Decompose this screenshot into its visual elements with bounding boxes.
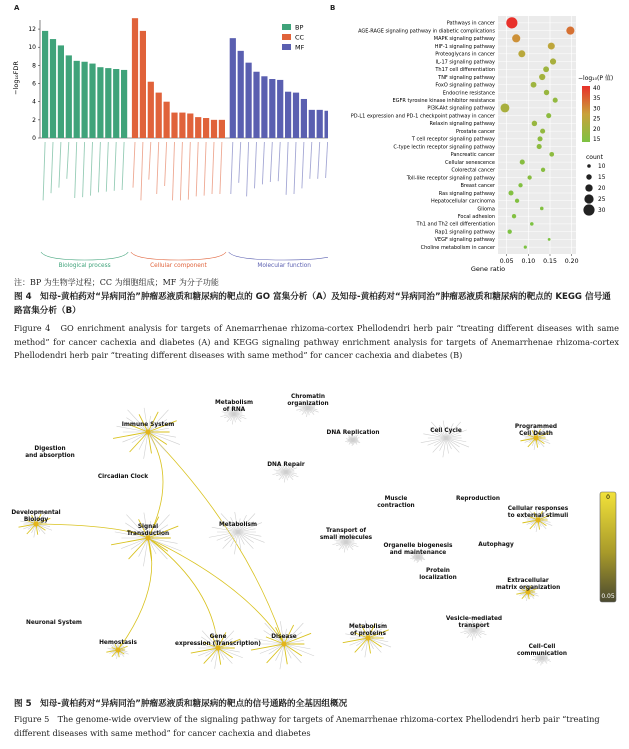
plot-area	[351, 16, 579, 265]
pathway-point	[520, 160, 525, 165]
pathway-node-label: Metabolism	[219, 522, 257, 528]
bar-MF	[317, 110, 323, 138]
term-label-stub	[91, 142, 93, 196]
pathway-cluster	[421, 421, 469, 458]
bar-CC	[179, 113, 185, 138]
bar-BP	[121, 70, 127, 138]
pathway-point	[515, 199, 519, 203]
size-legend-label: 30	[598, 208, 606, 214]
bar-CC	[156, 93, 162, 138]
pathway-cluster	[113, 408, 180, 459]
bar-BP	[42, 31, 48, 138]
pathway-label: TNF signaling pathway	[438, 74, 495, 81]
fdr-legend-top: 0	[606, 494, 610, 501]
pathway-cluster	[345, 435, 360, 446]
term-label-stub	[133, 142, 135, 188]
pathway-label: C-type lectin receptor signaling pathway	[393, 144, 495, 151]
pathway-label: Proteoglycans in cancer	[435, 51, 495, 58]
term-label-stub	[149, 142, 151, 180]
term-label-stub	[286, 142, 288, 195]
colorbar-ticks	[593, 86, 601, 143]
pathway-point	[508, 230, 512, 234]
pathway-point	[539, 74, 545, 80]
term-label-stub	[188, 142, 190, 200]
pathway-label: Glioma	[477, 206, 495, 213]
pathway-label: Relaxin signaling pathway	[429, 121, 495, 128]
bar-CC	[132, 18, 138, 138]
term-label-stub	[262, 142, 264, 184]
colorbar	[582, 86, 590, 142]
size-legend-title: count	[586, 154, 603, 161]
colorbar-tick-label: 40	[593, 86, 601, 92]
x-tick-label: 0.15	[543, 258, 557, 265]
bar-MF	[253, 72, 259, 138]
fdr-legend-bottom: 0.05	[601, 593, 615, 600]
pathway-point	[537, 144, 542, 149]
size-legend	[583, 164, 605, 216]
bar-MF	[325, 111, 329, 138]
pathway-point	[550, 58, 556, 64]
bar-MF	[230, 38, 236, 138]
y-tick-label: 12	[28, 26, 36, 34]
y-tick-label: 2	[32, 116, 36, 124]
term-label-stub	[83, 142, 85, 197]
bar-BP	[105, 68, 111, 138]
y-axis-label: −log₁₀FDR	[12, 61, 20, 95]
group-bracket	[131, 252, 226, 260]
pathway-label: PD-L1 expression and PD-1 checkpoint pathway in cancer	[350, 113, 495, 120]
pathway-node-label: Digestion and absorption	[25, 446, 75, 459]
pathway-node-label: Metabolism of RNA	[215, 400, 253, 413]
bar-MF	[277, 80, 283, 138]
pathway-node-label: DNA Replication	[326, 430, 380, 436]
term-label-stub	[67, 142, 69, 179]
pathway-label: Colorectal cancer	[451, 167, 495, 174]
bar-MF	[309, 110, 315, 138]
legend-swatch-MF	[282, 44, 291, 50]
pathway-node-label: DNA Repair	[267, 462, 305, 468]
bar-CC	[219, 120, 225, 138]
term-label-stub	[43, 142, 45, 200]
pathway-point	[527, 175, 531, 179]
pathway-label: Focal adhesion	[457, 214, 495, 220]
pathway-node-label: Programmed Cell Death	[514, 424, 558, 437]
term-label-stub	[141, 142, 143, 200]
pathway-label: T cell receptor signaling pathway	[411, 136, 495, 143]
pathway-node-label: Chromatin organization	[287, 394, 329, 407]
pathway-node-label: Autophagy	[478, 542, 514, 548]
kegg-bubble-chart	[330, 8, 629, 274]
group-label: Biological process	[58, 263, 111, 269]
pathway-node-label: Transport of small molecules	[319, 528, 373, 541]
bar-BP	[113, 69, 119, 138]
pathway-point	[531, 82, 537, 88]
pathway-node-label: Cell-Cell communication	[517, 644, 567, 657]
bar-BP	[66, 55, 72, 138]
panel-a-letter: A	[14, 4, 20, 12]
legend-label-CC: CC	[295, 33, 305, 42]
bar-MF	[261, 76, 267, 138]
pathway-links	[36, 432, 284, 650]
y-tick-label: 4	[32, 98, 36, 106]
pathway-point	[506, 17, 517, 28]
term-label-stub	[114, 142, 116, 191]
pathway-node-label: Circadian Clock	[97, 474, 149, 480]
fig4-caption-cn: 图 4 知母-黄柏药对“异病同治”肿瘤恶液质和糖尿病的靶点的 GO 富集分析（A）及知母-黄柏药对“异病同治”肿瘤恶液质和糖尿病的靶点的 KEGG 信号通路富集分析（B）	[14, 292, 611, 316]
legend-label-BP: BP	[295, 23, 304, 32]
term-label-stub	[294, 142, 296, 194]
bar-BP	[58, 45, 64, 138]
pathway-node-label: Cellular responses to external stimuli	[507, 506, 569, 519]
term-label-stub	[51, 142, 53, 193]
pathway-label: Rap1 signaling pathway	[435, 229, 495, 236]
x-axis-label: Gene ratio	[470, 265, 506, 273]
term-label-stub	[220, 142, 222, 194]
term-label-stub	[196, 142, 198, 196]
pathway-point	[548, 238, 551, 241]
pathway-node-label: Hemostasis	[99, 640, 137, 646]
fig4-note: 注：BP 为生物学过程；CC 为细胞组成；MF 为分子功能	[14, 278, 219, 287]
pathway-label: EGFR tyrosine kinase inhibitor resistance	[392, 98, 495, 104]
pathway-label: Toll-like receptor signaling pathway	[406, 175, 495, 182]
pathway-point	[518, 183, 522, 187]
term-label-stub	[278, 142, 280, 181]
group-bracket	[41, 252, 128, 260]
pathway-node-label: Metabolism of proteins	[349, 624, 387, 637]
pathway-label: MAPK signaling pathway	[433, 36, 495, 43]
term-label-stub	[59, 142, 61, 188]
pathway-point	[512, 34, 520, 42]
colorbar-title: −log₁₀(P 值)	[578, 75, 614, 82]
pathway-node-label: Protein localization	[419, 568, 457, 581]
bar-MF	[285, 92, 291, 138]
term-label-stub	[302, 142, 304, 188]
pathway-point	[553, 98, 558, 103]
legend-swatch-BP	[282, 24, 291, 30]
colorbar-tick-label: 15	[593, 137, 601, 143]
term-label-stub	[326, 142, 328, 178]
go-bar-chart	[10, 8, 328, 273]
fig5-caption-en: Figure 5 The genome-wide overview of the signaling pathway for targets of Anemarrhenae rhizoma-cortex Phellodendri herb pair “treating different diseases with same method” for cancer cachexia and diabetes	[14, 714, 600, 738]
pathway-label: HIF-1 signaling pathway	[434, 43, 495, 50]
pathway-label: Pancreatic cancer	[450, 152, 495, 159]
pathway-node-label: Immune System	[121, 422, 175, 428]
pathway-point	[537, 136, 542, 141]
fig4-caption-en: Figure 4 GO enrichment analysis for targets of Anemarrhenae rhizoma-cortex Phellodendri herb pair “treating different diseases with same method” for cancer cachexia and diabetes (A) and KEGG signaling pathway enrichment analysis for targets of Anemarrhenae rhizoma-cortex Phellodendri herb pair “treating different diseases with same method” for cancer cachexia and diabetes (B)	[14, 323, 619, 360]
bar-CC	[203, 118, 209, 138]
term-label-stub	[180, 142, 182, 200]
pathway-label: PI3K-Akt signaling pathway	[427, 105, 495, 112]
pathway-point	[518, 50, 525, 57]
pathway-point	[540, 207, 544, 211]
group-label: Cellular component	[150, 263, 207, 269]
pathway-point	[548, 43, 555, 50]
fdr-legend-bar	[600, 492, 616, 602]
size-legend-label: 25	[598, 197, 606, 203]
pathway-label: Th1 and Th2 cell differentiation	[416, 221, 495, 228]
pathway-point	[549, 152, 554, 157]
plot-background	[498, 16, 576, 254]
pathway-point	[566, 27, 574, 35]
bar-BP	[50, 39, 56, 138]
term-label-stub	[247, 142, 249, 196]
pathway-label: IL-17 signaling pathway	[435, 59, 495, 66]
term-label-stub	[98, 142, 100, 192]
size-legend-dot	[586, 174, 591, 179]
bar-CC	[211, 120, 217, 138]
group-labels	[41, 252, 328, 269]
pathway-node-label: Disease	[271, 634, 297, 640]
term-label-stub	[165, 142, 167, 186]
pathway-label: Pathways in cancer	[446, 20, 495, 27]
term-label-stub	[270, 142, 272, 182]
x-tick-label: 0.20	[564, 258, 579, 265]
bar-CC	[140, 31, 146, 138]
pathway-point	[541, 168, 545, 172]
size-legend-label: 10	[598, 164, 606, 170]
group-label: Molecular function	[257, 263, 311, 269]
group-bracket	[229, 252, 328, 260]
pathway-label: AGE-RAGE signaling pathway in diabetic complications	[358, 28, 495, 35]
bar-CC	[171, 113, 177, 138]
panel-b-letter: B	[330, 4, 336, 12]
pathway-point	[500, 103, 509, 112]
pathway-node-label: Developmental Biology	[11, 510, 61, 523]
pathway-overview-diagram	[8, 386, 629, 676]
pathway-hub	[281, 641, 286, 646]
bar-MF	[269, 79, 275, 138]
size-legend-dot	[585, 184, 592, 191]
pathway-nodes	[11, 394, 568, 669]
term-label-stub	[239, 142, 241, 183]
pathway-label: Th17 cell differentiation	[435, 67, 495, 74]
x-tick-label: 0.10	[521, 258, 536, 265]
pathway-link	[148, 538, 284, 644]
bar-MF	[301, 99, 307, 138]
bar-CC	[195, 117, 201, 138]
y-tick-label: 10	[28, 44, 36, 52]
colorbar-tick-label: 25	[593, 116, 601, 123]
term-label-stub	[204, 142, 206, 196]
pathway-node-label: Neuronal System	[26, 620, 82, 626]
y-tick-label: 8	[32, 62, 36, 70]
pathway-label: Choline metabolism in cancer	[420, 244, 495, 251]
pathway-node-label: Muscle contraction	[377, 496, 415, 509]
pathway-label: Hepatocellular carcinoma	[430, 198, 495, 205]
pathway-label: Prostate cancer	[455, 128, 495, 135]
size-legend-dot	[583, 204, 594, 215]
bar-MF	[246, 63, 252, 138]
pathway-label: Breast cancer	[460, 183, 495, 190]
pathway-point	[530, 222, 534, 226]
bar-CC	[148, 82, 154, 138]
term-label-stub	[75, 142, 77, 198]
pathway-point	[532, 121, 537, 126]
pathway-link	[148, 538, 218, 648]
pathway-label: Ras signaling pathway	[438, 190, 495, 197]
pathway-node-label: Cell Cycle	[430, 428, 462, 434]
pathway-node-label: Gene expression (Transcription)	[175, 634, 261, 647]
x-tick-label: 0.05	[499, 258, 514, 265]
colorbar-tick-label: 30	[593, 106, 601, 113]
legend	[282, 24, 305, 52]
pathway-cluster	[111, 513, 182, 567]
pathway-point	[544, 90, 549, 95]
term-label-stub	[255, 142, 257, 188]
bar-BP	[74, 61, 80, 138]
pathway-hub	[145, 429, 150, 434]
size-legend-dot	[587, 164, 591, 168]
term-label-stub	[157, 142, 159, 194]
pathway-cluster	[209, 512, 265, 554]
colorbar-tick-label: 35	[593, 96, 601, 103]
pathway-point	[543, 66, 549, 72]
pathway-point	[512, 214, 516, 218]
pathway-label: Endocrine resistance	[442, 90, 495, 97]
bar-CC	[187, 113, 193, 138]
pathway-point	[524, 246, 527, 249]
bar-MF	[238, 51, 244, 138]
pathway-label: VEGF signaling pathway	[434, 237, 495, 244]
pathway-node-label: Vesicle-mediated transport	[445, 616, 503, 629]
pathway-link	[118, 538, 152, 650]
pathway-node-label: Extracellular matrix organization	[495, 578, 561, 591]
term-label-stub	[310, 142, 312, 179]
pathway-node-label: Organelle biogenesis and maintenance	[383, 543, 453, 556]
bar-BP	[82, 62, 88, 138]
pathway-node-label: Signal Transduction	[126, 524, 170, 537]
term-label-stub	[212, 142, 214, 194]
y-tick-label: 6	[32, 80, 36, 88]
legend-swatch-CC	[282, 34, 291, 40]
term-label-stub	[318, 142, 320, 179]
term-label-stub	[173, 142, 175, 200]
pathway-point	[540, 129, 545, 134]
term-label-stub	[106, 142, 108, 192]
size-legend-label: 15	[598, 175, 606, 181]
pathway-label: Cellular senescence	[445, 159, 495, 166]
size-legend-label: 20	[598, 186, 606, 192]
pathway-hub	[115, 647, 120, 652]
y-tick-label: 0	[32, 135, 36, 142]
bar-BP	[89, 64, 95, 138]
bar-CC	[164, 102, 170, 138]
legend-label-MF: MF	[295, 43, 305, 52]
pathway-label: FoxO signaling pathway	[435, 82, 495, 89]
bar-MF	[293, 93, 299, 138]
colorbar-tick-label: 20	[593, 126, 601, 133]
term-label-stub	[122, 142, 124, 190]
bar-BP	[97, 67, 103, 138]
pathway-node-label: Reproduction	[456, 496, 500, 502]
fig5-caption-cn: 图 5 知母-黄柏药对“异病同治”肿瘤恶液质和糖尿病的靶点的信号通路的全基因组概况	[14, 699, 348, 709]
pathway-point	[508, 190, 513, 195]
term-label-stub	[231, 142, 233, 194]
pathway-point	[546, 113, 551, 118]
size-legend-dot	[584, 194, 593, 203]
